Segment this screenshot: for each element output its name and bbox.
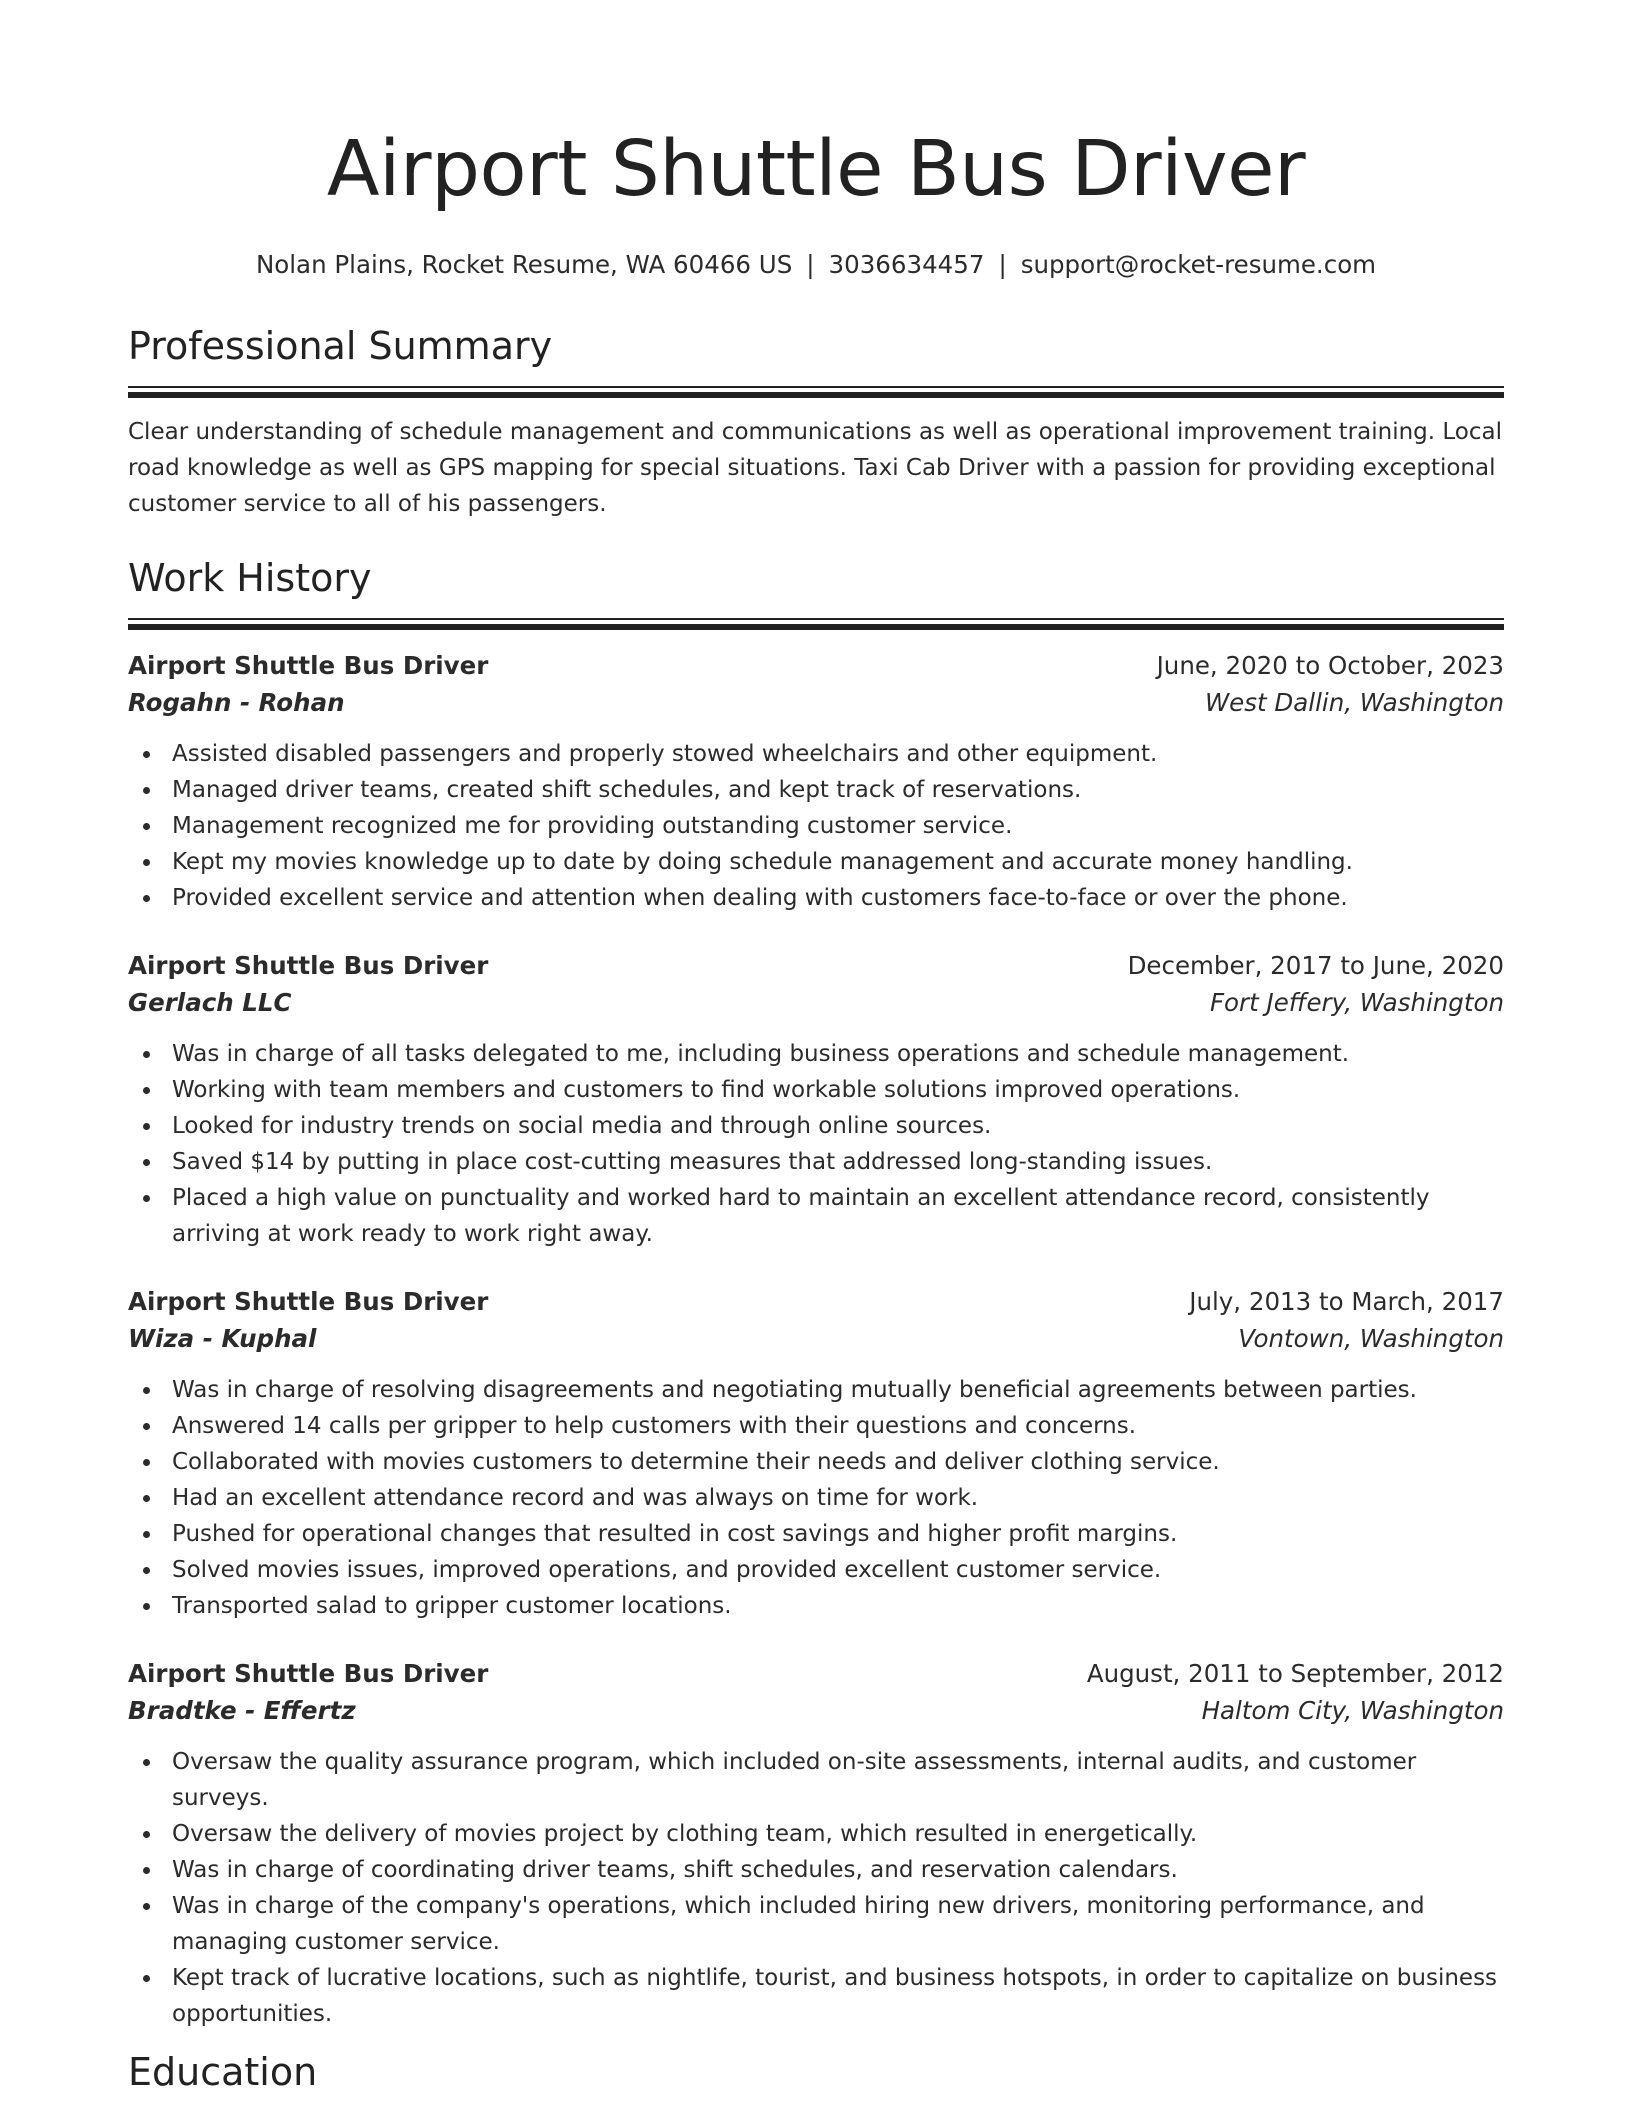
job-title: Airport Shuttle Bus Driver xyxy=(128,651,489,680)
job-company: Bradtke - Effertz xyxy=(128,1696,356,1725)
job-dates: June, 2020 to October, 2023 xyxy=(1156,651,1504,680)
job-entry xyxy=(128,648,1504,916)
job-bullet: Working with team members and customers to find workable solutions improved operations. xyxy=(172,1072,1504,1108)
job-bullet: Managed driver teams, created shift schedules, and kept track of reservations. xyxy=(172,772,1504,808)
job-bullet: Pushed for operational changes that resulted in cost savings and higher profit margins. xyxy=(172,1516,1504,1552)
resume-name: Airport Shuttle Bus Driver xyxy=(326,125,1306,214)
job-location: Vontown, Washington xyxy=(1238,1324,1504,1353)
job-location: Haltom City, Washington xyxy=(1201,1696,1504,1725)
section-title-education: Education xyxy=(128,2050,318,2094)
job-company: Rogahn - Rohan xyxy=(128,688,345,717)
job-dates: December, 2017 to June, 2020 xyxy=(1127,951,1504,980)
section-title-work: Work History xyxy=(128,556,372,600)
job-bullet: Kept track of lucrative locations, such as nightlife, tourist, and business hotspots, in order to capitalize on business opportunities. xyxy=(172,1960,1504,2032)
job-bullet: Oversaw the delivery of movies project by clothing team, which resulted in energetically. xyxy=(172,1816,1504,1852)
job-company-row xyxy=(128,1320,1504,1358)
section-title-summary: Professional Summary xyxy=(128,324,553,368)
job-dates: August, 2011 to September, 2012 xyxy=(1086,1659,1504,1688)
contact-separator: | xyxy=(998,250,1007,279)
contact-email: support@rocket-resume.com xyxy=(1020,250,1377,279)
job-bullet: Saved $14 by putting in place cost-cutting measures that addressed long-standing issues. xyxy=(172,1144,1504,1180)
job-header-row xyxy=(128,948,1504,984)
job-entry xyxy=(128,1656,1504,2032)
job-entry xyxy=(128,1284,1504,1624)
job-bullet: Transported salad to gripper customer locations. xyxy=(172,1588,1504,1624)
job-bullet: Answered 14 calls per gripper to help customers with their questions and concerns. xyxy=(172,1408,1504,1444)
job-dates: July, 2013 to March, 2017 xyxy=(1189,1287,1504,1316)
job-header-row xyxy=(128,1656,1504,1692)
job-bullet: Had an excellent attendance record and was always on time for work. xyxy=(172,1480,1504,1516)
job-company-row xyxy=(128,984,1504,1022)
job-company-row xyxy=(128,1692,1504,1730)
job-title: Airport Shuttle Bus Driver xyxy=(128,951,489,980)
job-title: Airport Shuttle Bus Driver xyxy=(128,1287,489,1316)
job-bullet-list xyxy=(128,1036,1504,1252)
contact-line xyxy=(128,248,1504,282)
job-bullet-list xyxy=(128,736,1504,916)
summary-text: Clear understanding of schedule management and communications as well as operational improvement training. Local road knowledge as well as GPS mapping for special situations. Taxi Cab Driver with a passion for providing exceptional customer service to all of his passengers. xyxy=(128,419,1502,517)
job-company: Gerlach LLC xyxy=(128,988,292,1017)
contact-phone: 3036634457 xyxy=(828,250,985,279)
job-title: Airport Shuttle Bus Driver xyxy=(128,1659,489,1688)
job-header-row xyxy=(128,1284,1504,1320)
job-bullet: Assisted disabled passengers and properly stowed wheelchairs and other equipment. xyxy=(172,736,1504,772)
job-header-row xyxy=(128,648,1504,684)
job-bullet: Was in charge of resolving disagreements and negotiating mutually beneficial agreements between parties. xyxy=(172,1372,1504,1408)
job-bullet: Placed a high value on punctuality and worked hard to maintain an excellent attendance record, consistently arriving at work ready to work right away. xyxy=(172,1180,1504,1252)
job-bullet: Was in charge of all tasks delegated to me, including business operations and schedule management. xyxy=(172,1036,1504,1072)
contact-address: Nolan Plains, Rocket Resume, WA 60466 US xyxy=(255,250,793,279)
job-company: Wiza - Kuphal xyxy=(128,1324,317,1353)
job-location: West Dallin, Washington xyxy=(1204,688,1504,717)
job-bullet: Kept my movies knowledge up to date by doing schedule management and accurate money handling. xyxy=(172,844,1504,880)
job-bullet: Solved movies issues, improved operations, and provided excellent customer service. xyxy=(172,1552,1504,1588)
job-location: Fort Jeffery, Washington xyxy=(1209,988,1504,1017)
job-entry xyxy=(128,948,1504,1252)
job-company-row xyxy=(128,684,1504,722)
job-bullet: Looked for industry trends on social media and through online sources. xyxy=(172,1108,1504,1144)
job-bullet: Management recognized me for providing outstanding customer service. xyxy=(172,808,1504,844)
job-bullet-list xyxy=(128,1744,1504,2032)
job-bullet: Was in charge of the company's operations, which included hiring new drivers, monitoring performance, and managing customer service. xyxy=(172,1888,1504,1960)
contact-separator: | xyxy=(806,250,815,279)
job-bullet: Oversaw the quality assurance program, which included on-site assessments, internal audits, and customer surveys. xyxy=(172,1744,1504,1816)
job-bullet: Provided excellent service and attention when dealing with customers face-to-face or over the phone. xyxy=(172,880,1504,916)
job-bullet: Collaborated with movies customers to determine their needs and deliver clothing service. xyxy=(172,1444,1504,1480)
section-divider xyxy=(128,386,1504,398)
section-divider xyxy=(128,618,1504,630)
job-bullet-list xyxy=(128,1372,1504,1624)
job-bullet: Was in charge of coordinating driver teams, shift schedules, and reservation calendars. xyxy=(172,1852,1504,1888)
